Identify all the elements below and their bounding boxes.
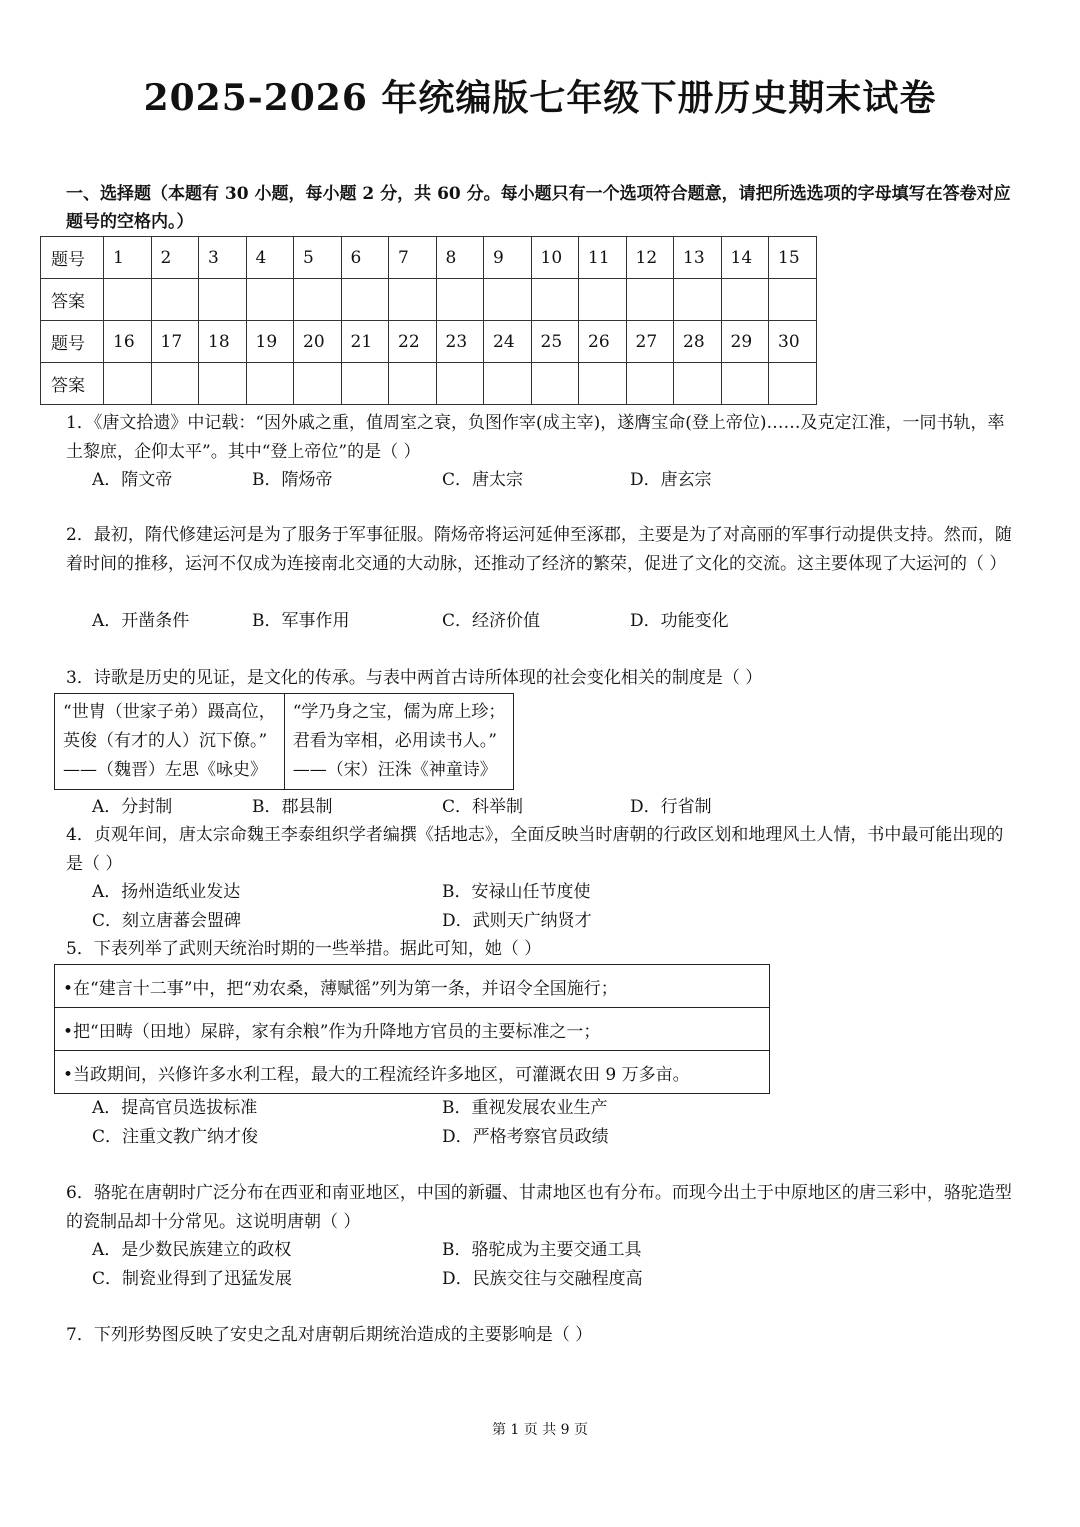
answer-cell[interactable]: [626, 279, 674, 321]
option-c[interactable]: C．刻立唐蕃会盟碑: [92, 911, 242, 931]
question-number: 19: [246, 321, 294, 363]
answer-cell[interactable]: [151, 279, 199, 321]
question-number: 4: [246, 237, 294, 279]
option-d[interactable]: D．武则天广纳贤才: [442, 911, 592, 931]
option-a[interactable]: A．开凿条件: [92, 611, 190, 631]
measure-row: •在“建言十二事”中，把“劝农桑，薄赋徭”列为第一条，并诏令全国施行；: [55, 965, 770, 1008]
answer-row: [41, 279, 817, 321]
answer-cell[interactable]: [531, 363, 579, 405]
answer-cell[interactable]: [674, 279, 722, 321]
option-d[interactable]: D．民族交往与交融程度高: [442, 1269, 643, 1289]
question-number: 24: [484, 321, 532, 363]
question-4-stem: 4．贞观年间，唐太宗命魏王李泰组织学者编撰《括地志》，全面反映当时唐朝的行政区划和地理风土人情，书中最可能出现的是（ ）: [66, 825, 1004, 874]
measure-row: •当政期间，兴修许多水利工程，最大的工程流经许多地区，可灌溉农田 9 万多亩。: [55, 1051, 770, 1094]
question-number: 10: [531, 237, 579, 279]
answer-cell[interactable]: [436, 363, 484, 405]
page-footer: 第 1 页 共 9 页: [491, 1422, 589, 1438]
option-b[interactable]: B．安禄山任节度使: [442, 882, 591, 902]
row-label: 答案: [41, 363, 104, 405]
question-number: 26: [579, 321, 627, 363]
answer-cell[interactable]: [341, 279, 389, 321]
answer-cell[interactable]: [389, 279, 437, 321]
question-number: 7: [389, 237, 437, 279]
poem-left: [55, 694, 285, 790]
measures-table: [54, 964, 770, 1094]
question-number-row: [41, 321, 817, 363]
question-number: 14: [721, 237, 769, 279]
answer-cell[interactable]: [579, 279, 627, 321]
question-number: 22: [389, 321, 437, 363]
question-6-stem: 6．骆驼在唐朝时广泛分布在西亚和南亚地区，中国的新疆、甘肃地区也有分布。而现今出土于中原地区的唐三彩中，骆驼造型的瓷制品却十分常见。这说明唐朝（ ）: [66, 1183, 1012, 1232]
answer-cell[interactable]: [199, 363, 247, 405]
question-number: 18: [199, 321, 247, 363]
answer-cell[interactable]: [436, 279, 484, 321]
option-b[interactable]: B．隋炀帝: [252, 470, 333, 490]
answer-cell[interactable]: [769, 363, 817, 405]
answer-cell[interactable]: [721, 363, 769, 405]
answer-cell[interactable]: [294, 279, 342, 321]
option-d[interactable]: D．唐玄宗: [630, 470, 712, 490]
question-number: 28: [674, 321, 722, 363]
question-1-stem: 1．《唐文拾遗》中记载：“因外戚之重，值周室之衰，负图作宰(成主宰)，遂膺宝命(登上帝位)……及克定江淮，一同书轨，率土黎庶，企仰太平”。其中“登上帝位”的是（ ）: [66, 413, 1005, 462]
answer-cell[interactable]: [389, 363, 437, 405]
answer-cell[interactable]: [531, 279, 579, 321]
question-number: 29: [721, 321, 769, 363]
question-3-stem: 3．诗歌是历史的见证，是文化的传承。与表中两首古诗所体现的社会变化相关的制度是（ ）: [66, 668, 763, 688]
answer-cell[interactable]: [626, 363, 674, 405]
row-label: 答案: [41, 279, 104, 321]
question-number: 5: [294, 237, 342, 279]
answer-cell[interactable]: [769, 279, 817, 321]
option-c[interactable]: C．唐太宗: [442, 470, 524, 490]
question-number: 23: [436, 321, 484, 363]
poem-table: [54, 693, 514, 790]
answer-cell[interactable]: [674, 363, 722, 405]
page-title: 2025-2026 年统编版七年级下册历史期末试卷: [143, 77, 937, 119]
answer-table: [40, 236, 817, 405]
question-number: 8: [436, 237, 484, 279]
question-number: 3: [199, 237, 247, 279]
answer-cell[interactable]: [104, 279, 152, 321]
question-number: 2: [151, 237, 199, 279]
option-c[interactable]: C．经济价值: [442, 611, 541, 631]
poem-line: “学乃身之宝，儒为席上珍；: [292, 702, 506, 722]
option-b[interactable]: B．军事作用: [252, 611, 350, 631]
question-number: 6: [341, 237, 389, 279]
question-number: 16: [104, 321, 152, 363]
option-c[interactable]: C．注重文教广纳才俊: [92, 1127, 259, 1147]
option-a[interactable]: A．隋文帝: [92, 470, 173, 490]
row-label: 题号: [41, 237, 104, 279]
poem-right: [284, 694, 514, 790]
poem-line: 君看为宰相，必用读书人。”: [292, 731, 497, 751]
poem-line: 英俊（有才的人）沉下僚。”: [63, 731, 268, 751]
question-7-stem: 7．下列形势图反映了安史之乱对唐朝后期统治造成的主要影响是（ ）: [66, 1325, 593, 1345]
answer-cell[interactable]: [341, 363, 389, 405]
answer-cell[interactable]: [246, 363, 294, 405]
option-a[interactable]: A．是少数民族建立的政权: [92, 1240, 292, 1260]
answer-cell[interactable]: [294, 363, 342, 405]
answer-cell[interactable]: [579, 363, 627, 405]
answer-row: [41, 363, 817, 405]
question-number: 12: [626, 237, 674, 279]
question-number-row: [41, 237, 817, 279]
option-c[interactable]: C．科举制: [442, 797, 524, 817]
question-2-stem: 2．最初，隋代修建运河是为了服务于军事征服。隋炀帝将运河延伸至涿郡，主要是为了对高丽的军事行动提供支持。然而，随着时间的推移，运河不仅成为连接南北交通的大动脉，还推动了经济的繁荣，促进了文化的交流。这主要体现了大运河的（ ）: [66, 525, 1012, 574]
poem-source: ——（魏晋）左思《咏史》: [63, 760, 267, 780]
question-number: 17: [151, 321, 199, 363]
section-heading: 一、选择题（本题有 30 小题，每小题 2 分，共 60 分。每小题只有一个选项符合题意，请把所选选项的字母填写在答卷对应题号的空格内。）: [66, 184, 1011, 232]
question-number: 15: [769, 237, 817, 279]
question-number: 25: [531, 321, 579, 363]
question-number: 20: [294, 321, 342, 363]
option-a[interactable]: A．分封制: [92, 797, 173, 817]
row-label: 题号: [41, 321, 104, 363]
answer-cell[interactable]: [721, 279, 769, 321]
answer-cell[interactable]: [484, 363, 532, 405]
option-a[interactable]: A．提高官员选拔标准: [92, 1098, 258, 1118]
question-number: 9: [484, 237, 532, 279]
question-5-stem: 5．下表列举了武则天统治时期的一些举措。据此可知，她（ ）: [66, 939, 542, 959]
question-number: 30: [769, 321, 817, 363]
question-number: 11: [579, 237, 627, 279]
poem-source: ——（宋）汪洙《神童诗》: [292, 760, 497, 780]
answer-cell[interactable]: [246, 279, 294, 321]
option-b[interactable]: B．重视发展农业生产: [442, 1098, 608, 1118]
option-a[interactable]: A．扬州造纸业发达: [92, 882, 241, 902]
option-d[interactable]: D．严格考察官员政绩: [442, 1127, 609, 1147]
poem-line: “世胄（世家子弟）蹑高位，: [63, 702, 276, 722]
question-number: 21: [341, 321, 389, 363]
answer-cell[interactable]: [484, 279, 532, 321]
question-number: 1: [104, 237, 152, 279]
question-number: 27: [626, 321, 674, 363]
question-number: 13: [674, 237, 722, 279]
answer-cell[interactable]: [104, 363, 152, 405]
option-b[interactable]: B．骆驼成为主要交通工具: [442, 1240, 642, 1260]
answer-cell[interactable]: [151, 363, 199, 405]
option-d[interactable]: D．功能变化: [630, 611, 729, 631]
option-b[interactable]: B．郡县制: [252, 797, 333, 817]
option-d[interactable]: D．行省制: [630, 797, 712, 817]
answer-cell[interactable]: [199, 279, 247, 321]
measure-row: •把“田畴（田地）屎辟，家有余粮”作为升降地方官员的主要标准之一；: [55, 1008, 770, 1051]
option-c[interactable]: C．制瓷业得到了迅猛发展: [92, 1269, 293, 1289]
